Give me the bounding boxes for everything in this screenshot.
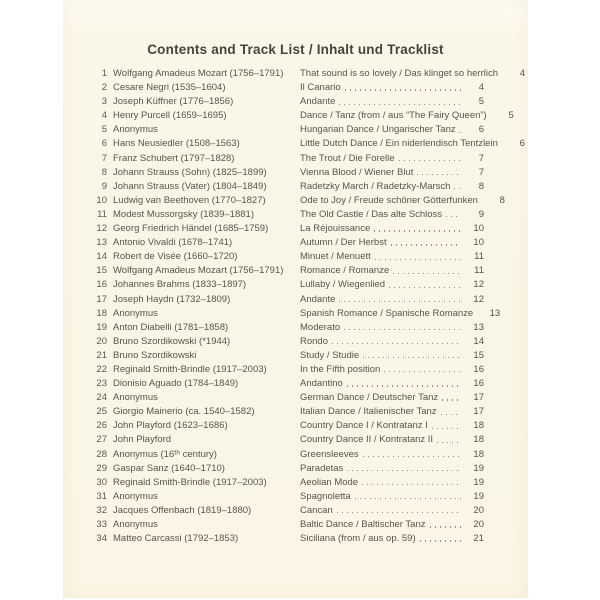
track-cell — [300, 406, 484, 417]
composer-name: Bruno Szordikowski (*1944) — [113, 335, 231, 347]
track-title: Study / Studie — [300, 349, 360, 361]
toc-entry — [83, 491, 484, 505]
toc-entry — [83, 392, 484, 406]
track-number: 20 — [96, 335, 107, 347]
track-cell — [300, 378, 484, 389]
track-cell — [300, 265, 484, 276]
composer-name: Anton Diabelli (1781–1858) — [113, 321, 229, 333]
track-cell — [300, 251, 484, 262]
dot-leader — [362, 484, 461, 485]
track-number: 4 — [101, 110, 107, 122]
page-number: 18 — [473, 420, 484, 432]
track-number: 10 — [96, 194, 107, 206]
composer-name: Franz Schubert (1797–1828) — [113, 152, 235, 164]
track-title: Siciliana (from / aus op. 59) — [300, 533, 416, 545]
track-number: 22 — [96, 363, 107, 375]
track-cell — [300, 209, 484, 220]
toc-entry — [83, 477, 484, 491]
track-cell — [300, 477, 484, 488]
toc-entry — [83, 463, 484, 477]
track-number: 25 — [96, 406, 107, 418]
track-cell — [300, 68, 526, 79]
dot-leader — [437, 442, 461, 443]
dot-leader — [363, 357, 461, 358]
track-number: 26 — [96, 420, 107, 432]
track-number: 19 — [96, 321, 107, 333]
track-number: 24 — [96, 392, 107, 404]
composer-name: John Playford (1623–1686) — [113, 420, 228, 432]
composer-name: Robert de Visée (1660–1720) — [113, 251, 238, 263]
track-number: 17 — [96, 293, 107, 305]
dot-leader — [432, 428, 461, 429]
track-number: 16 — [96, 279, 107, 291]
dot-leader — [375, 259, 461, 260]
track-title: The Old Castle / Das alte Schloss — [300, 208, 443, 220]
page-number: 11 — [474, 251, 484, 263]
track-number: 3 — [101, 96, 107, 108]
composer-name: Reginald Smith-Brindle (1917–2003) — [113, 363, 267, 375]
track-number: 5 — [101, 124, 107, 136]
dot-leader — [442, 399, 461, 400]
track-title: Andantino — [300, 378, 343, 390]
dot-leader — [345, 89, 461, 90]
page-number: 16 — [473, 363, 484, 375]
toc-entry — [83, 153, 484, 167]
page-number: 8 — [499, 194, 505, 206]
track-title: Paradetas — [300, 462, 344, 474]
dot-leader — [347, 470, 461, 471]
page-number: 18 — [473, 434, 484, 446]
dot-leader — [446, 216, 461, 217]
track-cell — [300, 223, 484, 234]
page-number: 18 — [473, 448, 484, 460]
page-number: 14 — [473, 335, 484, 347]
composer-name: Anonymus — [113, 307, 158, 319]
track-number: 15 — [96, 265, 107, 277]
composer-name: Antonio Vivaldi (1678–1741) — [113, 237, 233, 249]
toc-entry — [83, 307, 501, 322]
track-title: Cancan — [300, 504, 333, 516]
track-number: 13 — [96, 237, 107, 249]
toc-entry — [83, 124, 484, 138]
composer-name: Joseph Haydn (1732–1809) — [113, 293, 231, 305]
track-title: Minuet / Menuett — [300, 251, 371, 263]
composer-name: Johann Strauss (Sohn) (1825–1899) — [113, 166, 267, 178]
track-title: Dance / Tanz (from / aus “The Fairy Queen”) — [300, 110, 487, 122]
composer-name: Johann Strauss (Vater) (1804–1849) — [113, 180, 267, 192]
page-number: 17 — [473, 406, 484, 418]
track-number: 1 — [101, 68, 107, 79]
track-cell — [300, 279, 484, 290]
page-number: 6 — [519, 138, 525, 150]
page-number: 10 — [473, 223, 484, 235]
toc-entry — [83, 364, 484, 378]
track-title: Spanish Romance / Spanische Romanze — [300, 307, 474, 319]
track-cell — [300, 505, 484, 516]
composer-name: Bruno Szordikowski — [113, 349, 197, 361]
track-cell — [300, 533, 484, 544]
toc-entry — [83, 505, 484, 519]
composer-name: Hans Neusiedler (1508–1563) — [113, 138, 240, 150]
dot-leader — [363, 456, 461, 457]
page-number: 16 — [473, 378, 484, 390]
track-title: Spagnoletta — [300, 490, 351, 502]
track-title: Rondo — [300, 335, 328, 347]
toc-entry — [83, 350, 484, 364]
composer-name: Georg Friedrich Händel (1685–1759) — [113, 223, 269, 235]
dot-leader — [347, 385, 461, 386]
dot-leader — [389, 287, 461, 288]
page-number: 5 — [478, 96, 484, 108]
track-title: Lullaby / Wiegenlied — [300, 279, 386, 291]
composer-name: Joseph Küffner (1776–1856) — [113, 96, 234, 108]
track-number: 34 — [96, 533, 107, 545]
track-cell — [300, 364, 484, 375]
page-number: 15 — [473, 349, 484, 361]
track-title: Andante — [300, 293, 336, 305]
track-title: That sound is so lovely / Das klinget so herrlich — [300, 68, 499, 79]
dot-leader — [391, 244, 461, 245]
track-title: Aeolian Mode — [300, 476, 359, 488]
composer-name: Jacques Offenbach (1819–1880) — [113, 504, 252, 516]
toc-entry — [83, 138, 525, 152]
track-cell — [300, 307, 501, 319]
track-title: In the Fifth position — [300, 363, 381, 375]
toc-entry — [83, 96, 484, 110]
track-title: Little Dutch Dance / Ein niderlendisch Tentzlein — [300, 138, 498, 150]
track-title: Baltic Dance / Baltischer Tanz — [300, 519, 426, 530]
composer-name: Henry Purcell (1659–1695) — [113, 110, 227, 122]
track-title: Il Canario — [300, 82, 341, 94]
toc-entry — [83, 237, 484, 251]
track-cell — [300, 194, 505, 206]
book-page — [63, 0, 528, 598]
dot-leader — [339, 104, 461, 105]
track-cell — [300, 124, 484, 135]
dot-leader — [430, 526, 462, 527]
track-list — [83, 68, 526, 547]
page-number: 8 — [478, 180, 484, 192]
dot-leader — [339, 301, 461, 302]
toc-entry — [83, 209, 484, 223]
page-number: 19 — [473, 490, 484, 502]
composer-name: Ludwig van Beethoven (1770–1827) — [113, 194, 266, 206]
toc-entry — [83, 110, 514, 124]
track-cell — [300, 294, 484, 305]
track-number: 31 — [96, 490, 107, 502]
track-title: La Réjouissance — [300, 223, 371, 235]
page-number: 13 — [489, 307, 501, 319]
page-number: 13 — [473, 321, 484, 333]
page-title: Contents and Track List / Inhalt und Tracklist — [147, 42, 444, 57]
page-number: 7 — [478, 166, 484, 178]
track-cell — [300, 181, 484, 192]
page-number: 5 — [508, 110, 514, 122]
track-title: Andante — [300, 96, 336, 108]
toc-entry — [83, 378, 484, 392]
track-number: 30 — [96, 476, 107, 488]
track-cell — [300, 237, 484, 248]
composer-name: Wolfgang Amadeus Mozart (1756–1791) — [113, 68, 284, 79]
page-number: 12 — [473, 293, 484, 305]
track-title: Romance / Romanze — [300, 265, 390, 277]
track-number: 2 — [101, 82, 107, 94]
page-number: 4 — [519, 68, 526, 79]
track-number: 14 — [96, 251, 107, 263]
page-number: 6 — [478, 124, 484, 136]
composer-name: John Playford — [113, 434, 172, 446]
dot-leader — [399, 160, 461, 161]
track-cell — [300, 167, 484, 178]
track-title: German Dance / Deutscher Tanz — [300, 392, 439, 404]
toc-entry — [83, 449, 484, 463]
composer-name: Matteo Carcassi (1792–1853) — [113, 533, 239, 545]
toc-entry — [83, 223, 484, 237]
track-title: Country Dance II / Kontratanz II — [300, 434, 434, 446]
toc-entry — [83, 519, 484, 533]
track-number: 18 — [96, 307, 107, 319]
track-number: 12 — [96, 223, 107, 235]
track-cell — [300, 138, 525, 150]
dot-leader — [441, 414, 461, 415]
toc-entry — [83, 265, 484, 279]
track-title: Country Dance I / Kontratanz I — [300, 420, 428, 432]
track-title: Autumn / Der Herbst — [300, 237, 387, 249]
page-number: 10 — [473, 237, 484, 249]
toc-entry — [83, 279, 484, 293]
track-cell — [300, 519, 484, 530]
track-cell — [300, 420, 484, 431]
composer-name: Modest Mussorgsky (1839–1881) — [113, 208, 254, 220]
composer-name: Cesare Negri (1535–1604) — [113, 82, 226, 94]
dot-leader — [384, 371, 461, 372]
composer-name: Johannes Brahms (1833–1897) — [113, 279, 247, 291]
track-title: Vienna Blood / Wiener Blut — [300, 166, 414, 178]
track-cell — [300, 491, 484, 502]
dot-leader — [355, 498, 461, 499]
track-number: 32 — [96, 504, 107, 516]
track-number: 28 — [96, 448, 107, 460]
track-cell — [300, 463, 484, 474]
track-number: 23 — [96, 378, 107, 390]
composer-name: Dionisio Aguado (1784–1849) — [113, 378, 239, 390]
toc-entry — [83, 167, 484, 181]
track-number: 29 — [96, 462, 107, 474]
page-number: 19 — [473, 476, 484, 488]
dot-leader — [332, 343, 461, 344]
track-cell — [300, 153, 484, 164]
track-title: The Trout / Die Forelle — [300, 152, 395, 164]
composer-name: Anonymus — [113, 519, 158, 530]
toc-entry — [83, 194, 505, 209]
dot-leader — [337, 512, 461, 513]
page-number: 21 — [473, 533, 484, 545]
track-cell — [300, 449, 484, 460]
composer-name: Giorgio Mainerio (ca. 1540–1582) — [113, 406, 255, 418]
track-number: 21 — [96, 349, 107, 361]
track-cell — [300, 96, 484, 107]
composer-name: Anonymus — [113, 490, 158, 502]
track-cell — [300, 392, 484, 403]
page-number: 12 — [473, 279, 484, 291]
page-number: 9 — [478, 208, 484, 220]
page-number: 20 — [473, 519, 484, 530]
composer-name: Anonymus — [113, 392, 158, 404]
toc-entry — [83, 251, 484, 265]
toc-entry — [83, 533, 484, 547]
page-number: 7 — [478, 152, 484, 164]
page-number: 20 — [473, 504, 484, 516]
track-title: Hungarian Dance / Ungarischer Tanz — [300, 124, 456, 136]
track-cell — [300, 336, 484, 347]
track-number: 8 — [101, 166, 107, 178]
track-number: 33 — [96, 519, 107, 530]
composer-name: Anonymus — [113, 124, 158, 136]
toc-entry — [83, 406, 484, 420]
track-title: Moderato — [300, 321, 341, 333]
toc-entry — [83, 294, 484, 308]
composer-name: Anonymus (16ᵗʰ century) — [113, 448, 217, 460]
composer-name: Wolfgang Amadeus Mozart (1756–1791) — [113, 265, 284, 277]
track-number: 11 — [97, 208, 107, 220]
track-cell — [300, 322, 484, 333]
composer-name: Reginald Smith-Brindle (1917–2003) — [113, 476, 267, 488]
track-title: Greensleeves — [300, 448, 359, 460]
track-number: 27 — [96, 434, 107, 446]
track-cell — [300, 434, 484, 445]
dot-leader — [460, 132, 461, 133]
page-number: 19 — [473, 462, 484, 474]
toc-entry — [83, 336, 484, 350]
dot-leader — [344, 329, 461, 330]
page-number: 4 — [478, 82, 484, 94]
dot-leader — [393, 273, 461, 274]
dot-leader — [417, 174, 461, 175]
page-number: 11 — [474, 265, 484, 277]
toc-entry — [83, 434, 484, 448]
toc-entry — [83, 82, 484, 96]
composer-name: Gaspar Sanz (1640–1710) — [113, 462, 225, 474]
toc-entry — [83, 420, 484, 434]
track-title: Italian Dance / Italienischer Tanz — [300, 406, 437, 418]
dot-leader — [454, 188, 461, 189]
track-cell — [300, 350, 484, 361]
track-number: 6 — [101, 138, 107, 150]
track-number: 9 — [101, 180, 107, 192]
dot-leader — [374, 230, 461, 231]
toc-entry — [83, 322, 484, 336]
track-number: 7 — [101, 152, 107, 164]
track-cell — [300, 82, 484, 93]
toc-entry — [83, 68, 526, 82]
dot-leader — [420, 540, 461, 541]
track-title: Ode to Joy / Freude schöner Götterfunken — [300, 194, 478, 206]
toc-entry — [83, 181, 484, 195]
track-title: Radetzky March / Radetzky-Marsch — [300, 180, 451, 192]
page-number: 17 — [473, 392, 484, 404]
track-cell — [300, 110, 514, 122]
